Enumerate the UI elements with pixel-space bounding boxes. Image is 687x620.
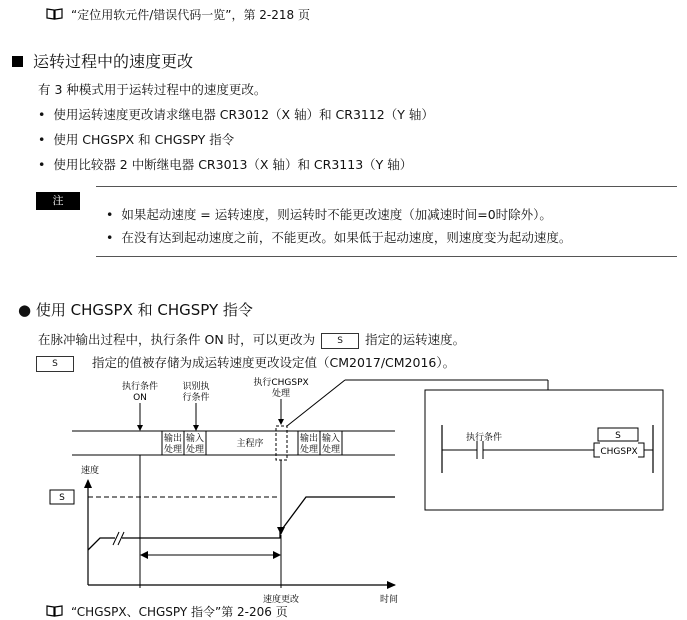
reference-link-bottom[interactable]: [46, 603, 288, 620]
mode-text: 使用 CHGSPX 和 CHGSPY 指令: [53, 132, 235, 147]
svg-text:处理: 处理: [321, 445, 341, 455]
section-title: 运转过程中的速度更改: [33, 52, 194, 71]
bullet-dot: •: [106, 207, 122, 222]
subsection-title: 使用 CHGSPX 和 CHGSPY 指令: [35, 301, 253, 319]
bullet-dot: •: [38, 157, 54, 172]
svg-text:输入: 输入: [185, 434, 205, 444]
para-1-text-b: 指定的运转速度。: [365, 332, 466, 347]
svg-text:输出: 输出: [163, 434, 183, 444]
label-exec-on-2: ON: [133, 393, 147, 403]
operand-box: S: [321, 333, 359, 349]
label-read-2: 行条件: [182, 393, 210, 403]
bullet-dot: •: [106, 230, 122, 245]
svg-text:输出: 输出: [299, 434, 319, 444]
svg-text:S: S: [615, 431, 621, 441]
mode-text: 使用运转速度更改请求继电器 CR3012（X 轴）和 CR3112（Y 轴）: [53, 107, 434, 122]
svg-text:输入: 输入: [321, 434, 341, 444]
para-1-text-a: 在脉冲输出过程中，执行条件 ON 时，可以更改为: [38, 332, 316, 347]
svg-text:处理: 处理: [163, 445, 183, 455]
book-icon: [46, 605, 63, 617]
label-chgspx-1: 执行CHGSPX: [253, 378, 309, 388]
mode-text: 使用比较器 2 中断继电器 CR3013（X 轴）和 CR3113（Y 轴）: [53, 157, 413, 172]
label-read-1: 识别执: [182, 382, 210, 392]
note-text: 如果起动速度 = 运转速度，则运转时不能更改速度（加减速时间=0时除外）。: [121, 207, 552, 222]
svg-text:处理: 处理: [299, 445, 319, 455]
reference-text-top: “定位用软元件/错误代码一览”，第 2-218 页: [71, 8, 310, 22]
ladder-exec-label: 执行条件: [466, 433, 503, 443]
reference-text-bottom: “CHGSPX、CHGSPY 指令”第 2-206 页: [71, 605, 288, 619]
round-bullet-icon: ●: [18, 301, 36, 319]
speed-axis-label: 速度: [81, 466, 100, 476]
intro-text: 有 3 种模式用于运转过程中的速度更改。: [38, 82, 267, 97]
operand-box: S: [36, 356, 74, 372]
main-program-label: 主程序: [236, 439, 264, 449]
time-axis-label: 时间: [380, 595, 399, 605]
svg-text:S: S: [59, 493, 65, 503]
bullet-dot: •: [38, 107, 54, 122]
instruction-label: CHGSPX: [600, 447, 638, 457]
label-exec-on-1: 执行条件: [121, 382, 159, 392]
note-label: 注: [36, 192, 80, 210]
bullet-dot: •: [38, 132, 54, 147]
speed-change-label: 速度更改: [262, 595, 300, 605]
note-text: 在没有达到起动速度之前，不能更改。如果低于起动速度，则速度变为起动速度。: [121, 230, 572, 245]
label-chgspx-2: 处理: [271, 389, 291, 399]
svg-text:处理: 处理: [185, 445, 205, 455]
para-2-text: 指定的值被存储为成运转速度更改设定值（CM2017/CM2016）。: [92, 355, 456, 370]
